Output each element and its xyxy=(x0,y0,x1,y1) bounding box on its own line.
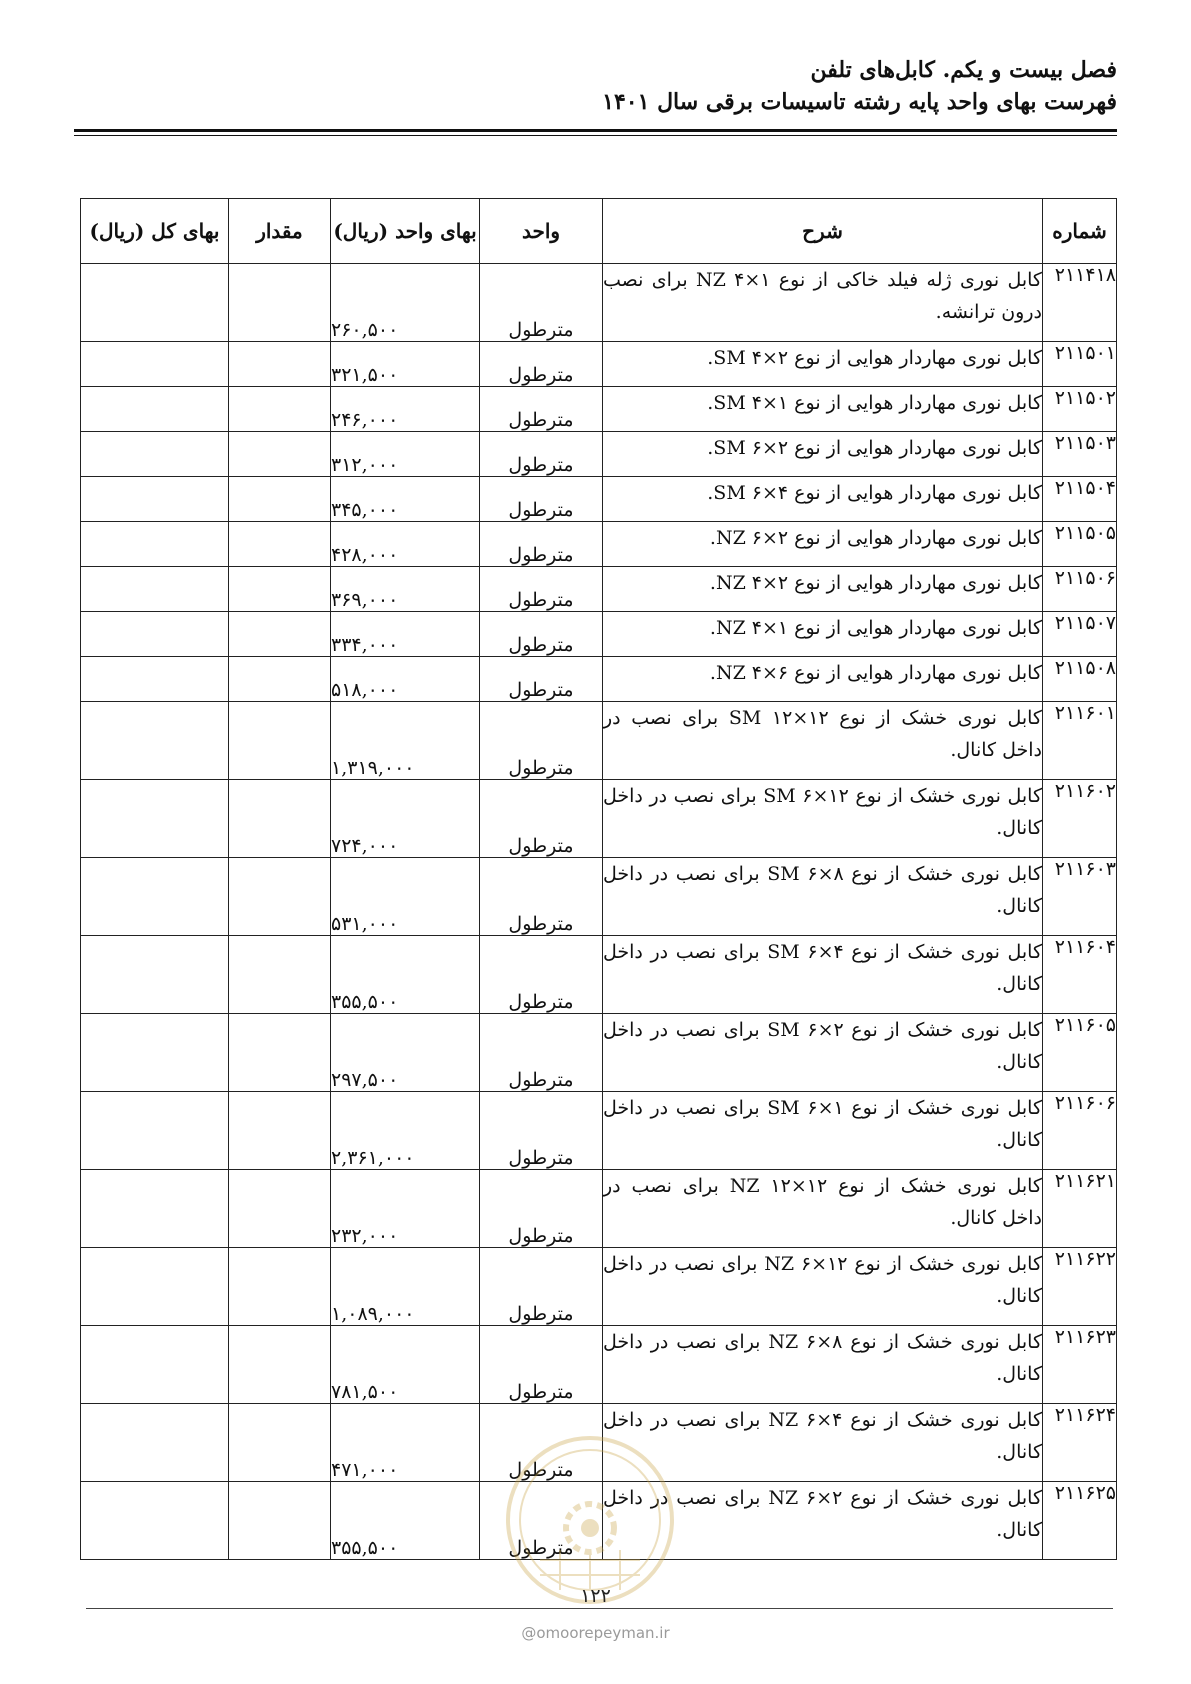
table-row xyxy=(81,1092,1117,1170)
item-unit: مترطول xyxy=(480,1404,603,1482)
item-quantity xyxy=(229,612,331,657)
item-description: کابل نوری خشک از نوع NZ ۶×۴ برای نصب در داخل کانال. xyxy=(603,1404,1043,1482)
item-unit-price: ۳۴۵,۰۰۰ xyxy=(331,477,480,522)
column-header-unit: واحد xyxy=(480,199,603,264)
item-number: ۲۱۱۶۲۱ xyxy=(1043,1170,1117,1248)
page-number: ۱۲۲ xyxy=(580,1585,611,1607)
item-total-price xyxy=(81,387,229,432)
watermark-url: @omoorepeyman.ir xyxy=(521,1624,670,1642)
item-description: کابل نوری مهاردار هوایی از نوع SM ۴×۲. xyxy=(603,342,1043,387)
item-description: کابل نوری مهاردار هوایی از نوع NZ ۴×۲. xyxy=(603,567,1043,612)
item-description: کابل نوری مهاردار هوایی از نوع NZ ۴×۶. xyxy=(603,657,1043,702)
item-number: ۲۱۱۶۰۶ xyxy=(1043,1092,1117,1170)
item-description: کابل نوری خشک از نوع SM ۱۲×۱۲ برای نصب در داخل کانال. xyxy=(603,702,1043,780)
item-description: کابل نوری مهاردار هوایی از نوع SM ۶×۲. xyxy=(603,432,1043,477)
item-number: ۲۱۱۵۰۷ xyxy=(1043,612,1117,657)
item-unit-price: ۳۳۴,۰۰۰ xyxy=(331,612,480,657)
table-row xyxy=(81,477,1117,522)
item-number: ۲۱۱۶۰۲ xyxy=(1043,780,1117,858)
item-total-price xyxy=(81,702,229,780)
item-quantity xyxy=(229,1170,331,1248)
item-total-price xyxy=(81,657,229,702)
item-number: ۲۱۱۵۰۲ xyxy=(1043,387,1117,432)
table-row xyxy=(81,1326,1117,1404)
table-row xyxy=(81,936,1117,1014)
item-total-price xyxy=(81,1092,229,1170)
item-unit: مترطول xyxy=(480,432,603,477)
item-description: کابل نوری مهاردار هوایی از نوع NZ ۶×۲. xyxy=(603,522,1043,567)
item-unit-price: ۳۵۵,۵۰۰ xyxy=(331,936,480,1014)
table-row xyxy=(81,1014,1117,1092)
item-unit-price: ۷۲۴,۰۰۰ xyxy=(331,780,480,858)
item-number: ۲۱۱۵۰۵ xyxy=(1043,522,1117,567)
item-unit: مترطول xyxy=(480,657,603,702)
item-quantity xyxy=(229,522,331,567)
item-quantity xyxy=(229,858,331,936)
item-number: ۲۱۱۶۰۱ xyxy=(1043,702,1117,780)
item-unit-price: ۵۳۱,۰۰۰ xyxy=(331,858,480,936)
item-unit-price: ۲۹۷,۵۰۰ xyxy=(331,1014,480,1092)
item-description: کابل نوری خشک از نوع SM ۶×۱۲ برای نصب در داخل کانال. xyxy=(603,780,1043,858)
item-total-price xyxy=(81,1248,229,1326)
item-unit-price: ۴۲۸,۰۰۰ xyxy=(331,522,480,567)
item-unit-price: ۲۶۰,۵۰۰ xyxy=(331,264,480,342)
table-row xyxy=(81,387,1117,432)
item-unit: مترطول xyxy=(480,1326,603,1404)
item-quantity xyxy=(229,780,331,858)
table-row xyxy=(81,1248,1117,1326)
item-total-price xyxy=(81,432,229,477)
page-header xyxy=(74,55,1117,117)
item-unit-price: ۴۷۱,۰۰۰ xyxy=(331,1404,480,1482)
table-row xyxy=(81,1170,1117,1248)
item-number: ۲۱۱۵۰۳ xyxy=(1043,432,1117,477)
item-unit-price: ۳۶۹,۰۰۰ xyxy=(331,567,480,612)
item-total-price xyxy=(81,1482,229,1560)
item-quantity xyxy=(229,936,331,1014)
item-total-price xyxy=(81,477,229,522)
table-row xyxy=(81,342,1117,387)
table-row xyxy=(81,858,1117,936)
item-number: ۲۱۱۶۰۵ xyxy=(1043,1014,1117,1092)
price-table xyxy=(80,198,1117,1560)
item-quantity xyxy=(229,702,331,780)
item-unit: مترطول xyxy=(480,936,603,1014)
item-description: کابل نوری خشک از نوع SM ۶×۴ برای نصب در داخل کانال. xyxy=(603,936,1043,1014)
header-divider-thin xyxy=(74,135,1117,136)
table-body xyxy=(81,264,1117,1560)
item-unit-price: ۲,۳۶۱,۰۰۰ xyxy=(331,1092,480,1170)
item-unit: مترطول xyxy=(480,1248,603,1326)
item-total-price xyxy=(81,858,229,936)
item-quantity xyxy=(229,342,331,387)
item-quantity xyxy=(229,1482,331,1560)
item-number: ۲۱۱۶۰۴ xyxy=(1043,936,1117,1014)
item-unit: مترطول xyxy=(480,264,603,342)
item-description: کابل نوری خشک از نوع NZ ۶×۸ برای نصب در داخل کانال. xyxy=(603,1326,1043,1404)
item-total-price xyxy=(81,1014,229,1092)
table-row xyxy=(81,657,1117,702)
header-divider-thick xyxy=(74,129,1117,132)
item-number: ۲۱۱۶۲۲ xyxy=(1043,1248,1117,1326)
item-unit: مترطول xyxy=(480,1482,603,1560)
item-unit: مترطول xyxy=(480,567,603,612)
item-total-price xyxy=(81,1170,229,1248)
item-description: کابل نوری خشک از نوع NZ ۶×۱۲ برای نصب در داخل کانال. xyxy=(603,1248,1043,1326)
column-header-total-price: بهای کل (ریال) xyxy=(81,199,229,264)
item-description: کابل نوری خشک از نوع SM ۶×۸ برای نصب در داخل کانال. xyxy=(603,858,1043,936)
item-quantity xyxy=(229,264,331,342)
item-unit-price: ۲۳۲,۰۰۰ xyxy=(331,1170,480,1248)
item-unit: مترطول xyxy=(480,522,603,567)
item-description: کابل نوری خشک از نوع SM ۶×۱ برای نصب در داخل کانال. xyxy=(603,1092,1043,1170)
item-number: ۲۱۱۵۰۶ xyxy=(1043,567,1117,612)
item-unit-price: ۳۵۵,۵۰۰ xyxy=(331,1482,480,1560)
item-total-price xyxy=(81,612,229,657)
item-quantity xyxy=(229,1326,331,1404)
item-number: ۲۱۱۵۰۸ xyxy=(1043,657,1117,702)
column-header-quantity: مقدار xyxy=(229,199,331,264)
item-description: کابل نوری مهاردار هوایی از نوع NZ ۴×۱. xyxy=(603,612,1043,657)
table-row xyxy=(81,612,1117,657)
item-unit: مترطول xyxy=(480,1014,603,1092)
item-description: کابل نوری خشک از نوع NZ ۱۲×۱۲ برای نصب در داخل کانال. xyxy=(603,1170,1043,1248)
item-number: ۲۱۱۵۰۱ xyxy=(1043,342,1117,387)
item-number: ۲۱۱۶۲۴ xyxy=(1043,1404,1117,1482)
item-total-price xyxy=(81,522,229,567)
table-row xyxy=(81,780,1117,858)
column-header-unit-price: بهای واحد (ریال) xyxy=(331,199,480,264)
table-row xyxy=(81,702,1117,780)
item-total-price xyxy=(81,264,229,342)
item-quantity xyxy=(229,477,331,522)
column-header-description: شرح xyxy=(603,199,1043,264)
item-unit: مترطول xyxy=(480,342,603,387)
item-unit-price: ۳۱۲,۰۰۰ xyxy=(331,432,480,477)
item-unit: مترطول xyxy=(480,387,603,432)
item-unit-price: ۵۱۸,۰۰۰ xyxy=(331,657,480,702)
item-unit-price: ۷۸۱,۵۰۰ xyxy=(331,1326,480,1404)
table-row xyxy=(81,567,1117,612)
item-unit: مترطول xyxy=(480,1170,603,1248)
item-quantity xyxy=(229,1014,331,1092)
item-unit: مترطول xyxy=(480,1092,603,1170)
item-number: ۲۱۱۶۲۵ xyxy=(1043,1482,1117,1560)
item-description: کابل نوری ژله فیلد خاکی از نوع NZ ۴×۱ برای نصب درون ترانشه. xyxy=(603,264,1043,342)
footer-divider xyxy=(86,1608,1113,1609)
item-unit-price: ۳۲۱,۵۰۰ xyxy=(331,342,480,387)
item-description: کابل نوری مهاردار هوایی از نوع SM ۴×۱. xyxy=(603,387,1043,432)
chapter-title: فصل بیست و یکم. کابل‌های تلفن xyxy=(810,57,1117,83)
item-total-price xyxy=(81,567,229,612)
item-number: ۲۱۱۴۱۸ xyxy=(1043,264,1117,342)
item-description: کابل نوری مهاردار هوایی از نوع SM ۶×۴. xyxy=(603,477,1043,522)
item-description: کابل نوری خشک از نوع NZ ۶×۲ برای نصب در داخل کانال. xyxy=(603,1482,1043,1560)
table-row xyxy=(81,1482,1117,1560)
table-row xyxy=(81,522,1117,567)
item-unit: مترطول xyxy=(480,612,603,657)
item-unit: مترطول xyxy=(480,477,603,522)
item-unit: مترطول xyxy=(480,858,603,936)
item-quantity xyxy=(229,432,331,477)
item-number: ۲۱۱۵۰۴ xyxy=(1043,477,1117,522)
item-unit-price: ۱,۰۸۹,۰۰۰ xyxy=(331,1248,480,1326)
table-row xyxy=(81,1404,1117,1482)
item-unit-price: ۱,۳۱۹,۰۰۰ xyxy=(331,702,480,780)
item-unit: مترطول xyxy=(480,702,603,780)
table-header-row xyxy=(81,199,1117,264)
item-total-price xyxy=(81,936,229,1014)
item-total-price xyxy=(81,342,229,387)
table-row xyxy=(81,432,1117,477)
item-quantity xyxy=(229,1092,331,1170)
item-quantity xyxy=(229,1404,331,1482)
item-number: ۲۱۱۶۲۳ xyxy=(1043,1326,1117,1404)
table-row xyxy=(81,264,1117,342)
item-total-price xyxy=(81,1404,229,1482)
document-subtitle: فهرست بهای واحد پایه رشته تاسیسات برقی سال ۱۴۰۱ xyxy=(602,89,1117,115)
item-total-price xyxy=(81,780,229,858)
item-unit: مترطول xyxy=(480,780,603,858)
item-quantity xyxy=(229,657,331,702)
column-header-number: شماره xyxy=(1043,199,1117,264)
item-description: کابل نوری خشک از نوع SM ۶×۲ برای نصب در داخل کانال. xyxy=(603,1014,1043,1092)
item-quantity xyxy=(229,387,331,432)
item-total-price xyxy=(81,1326,229,1404)
item-number: ۲۱۱۶۰۳ xyxy=(1043,858,1117,936)
item-unit-price: ۲۴۶,۰۰۰ xyxy=(331,387,480,432)
item-quantity xyxy=(229,567,331,612)
item-quantity xyxy=(229,1248,331,1326)
